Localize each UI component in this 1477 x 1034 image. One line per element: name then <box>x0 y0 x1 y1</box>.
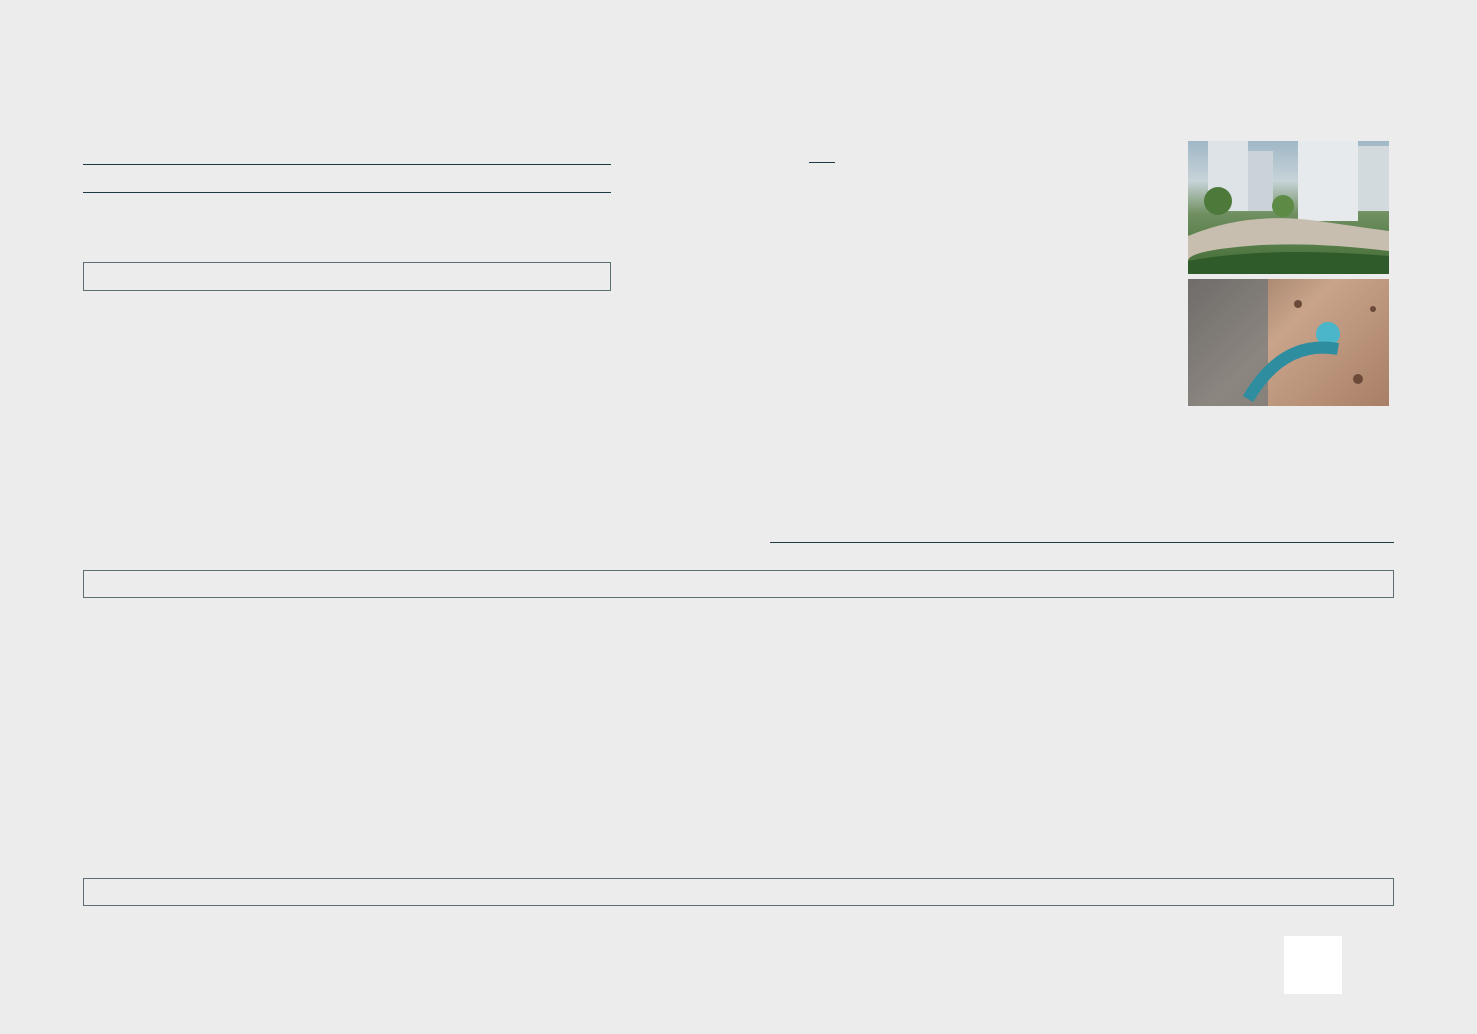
club-band <box>83 570 1394 598</box>
jogging-track-illustration <box>1188 141 1389 274</box>
canninghill-sky-band <box>83 262 611 291</box>
climbing-wall-photo <box>1188 279 1389 406</box>
climbing-illustration <box>1188 279 1389 406</box>
jogging-track-photo <box>1188 141 1389 274</box>
qr-code[interactable] <box>1284 936 1342 994</box>
left-column-rule <box>83 192 611 193</box>
qr-code-pattern <box>1284 936 1342 994</box>
right-address-rule <box>770 542 1394 543</box>
garden-band <box>83 878 1394 906</box>
left-address-rule <box>83 164 611 165</box>
facility-rule <box>809 162 835 163</box>
